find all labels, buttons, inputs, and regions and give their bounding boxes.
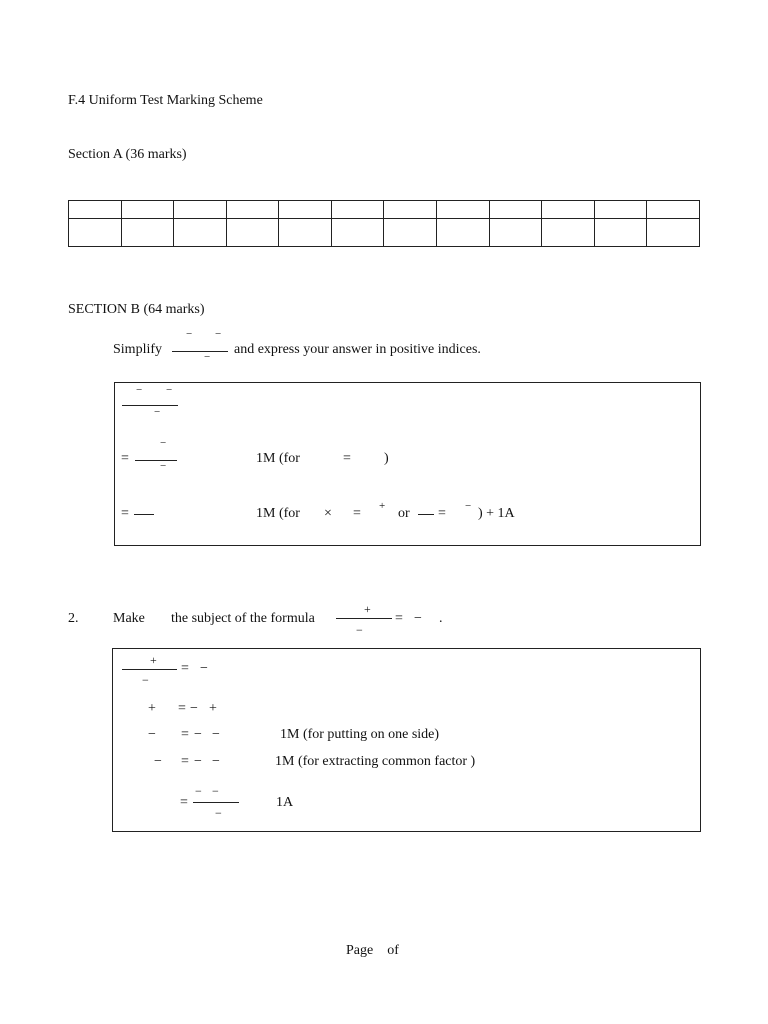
- q1-prompt-fraction-bar: [172, 351, 228, 352]
- q1-prompt-exp-sign: −: [204, 351, 211, 363]
- q2-step2-minus: −: [190, 701, 198, 716]
- answer-grid-cell: [489, 201, 542, 219]
- q2-final-num-minus-2: −: [212, 784, 219, 798]
- q1-exp-sign: −: [136, 384, 143, 396]
- q1-prompt-exp-sign: −: [215, 328, 222, 340]
- answer-grid-cell: [594, 201, 647, 219]
- answer-grid-cell: [437, 219, 490, 247]
- answer-grid-cell: [331, 219, 384, 247]
- q2-step4-minus-3: −: [212, 754, 220, 769]
- q2-step2-plus: +: [148, 701, 156, 716]
- q1-prompt-exp-sign: −: [186, 328, 193, 340]
- q1-step3-equals: =: [121, 506, 129, 521]
- q1-step2-marks: 1M (for: [256, 451, 300, 466]
- answer-grid-cell: [226, 219, 279, 247]
- q2-step1-minus: −: [142, 673, 149, 687]
- q2-prompt-equals: =: [395, 611, 403, 626]
- answer-grid-cell: [121, 201, 174, 219]
- q1-step3-marks: 1M (for: [256, 506, 300, 521]
- q1-step2-fraction-bar: [135, 460, 177, 461]
- q1-step2-marks-close: ): [384, 451, 389, 466]
- q2-step2-equals: =: [178, 701, 186, 716]
- answer-grid-cell: [384, 201, 437, 219]
- section-b-heading: SECTION B (64 marks): [68, 302, 205, 317]
- q1-step3-equals-1: =: [353, 506, 361, 521]
- q1-answer-box: [114, 382, 701, 546]
- q1-prompt-suffix: and express your answer in positive indices.: [234, 342, 481, 357]
- answer-grid-cell: [437, 201, 490, 219]
- answer-grid-cell: [384, 219, 437, 247]
- q2-step4-equals: =: [181, 754, 189, 769]
- q2-final-fraction-bar: [193, 802, 239, 803]
- section-a-heading: Section A (36 marks): [68, 147, 187, 162]
- q2-prompt-make: Make: [113, 611, 145, 626]
- answer-grid-cell: [174, 219, 227, 247]
- q2-step1-rhs-minus: −: [200, 661, 208, 676]
- answer-grid-cell: [647, 201, 700, 219]
- q2-step3-equals: =: [181, 727, 189, 742]
- q2-number: 2.: [68, 611, 79, 626]
- answer-grid-cell: [69, 219, 122, 247]
- q1-step3-or: or: [398, 506, 410, 521]
- page-title: F.4 Uniform Test Marking Scheme: [68, 93, 263, 108]
- answer-grid-cell: [542, 201, 595, 219]
- q1-exp-sign: −: [160, 460, 167, 472]
- answer-grid-cell: [647, 219, 700, 247]
- answer-grid-cell: [331, 201, 384, 219]
- q2-final-den-minus: −: [215, 806, 222, 820]
- q2-step3-minus-3: −: [212, 727, 220, 742]
- answer-grid-cell: [489, 219, 542, 247]
- q1-exp-sign: −: [166, 384, 173, 396]
- q2-step1-equals: =: [181, 661, 189, 676]
- q1-step3-tail: ) + 1A: [478, 506, 515, 521]
- q2-step1-fraction-bar: [122, 669, 177, 670]
- q1-step2-equals: =: [121, 451, 129, 466]
- q2-prompt-fraction-bar: [336, 618, 392, 619]
- q2-step3-minus: −: [148, 727, 156, 742]
- q1-step1-fraction-bar: [122, 405, 178, 406]
- q1-exp-sign: −: [154, 406, 161, 418]
- answer-grid-cell: [174, 201, 227, 219]
- q1-step3-neg: −: [465, 500, 472, 512]
- q2-step1-plus: +: [150, 653, 157, 667]
- q1-step3-fraction-bar: [134, 514, 154, 515]
- answer-grid-cell: [279, 201, 332, 219]
- q2-prompt-rest: the subject of the formula: [171, 611, 315, 626]
- answer-grid-answer-row: [69, 219, 700, 247]
- answer-grid-cell: [226, 201, 279, 219]
- q2-final-marks: 1A: [276, 795, 294, 810]
- q2-step4-minus-2: −: [194, 754, 202, 769]
- answer-grid-question-row: [69, 201, 700, 219]
- q1-prompt-prefix: Simplify: [113, 342, 163, 357]
- q2-final-num-minus: −: [195, 784, 202, 798]
- q2-prompt-minus: −: [356, 623, 363, 637]
- q2-prompt-plus: +: [364, 602, 371, 616]
- answer-grid-cell: [279, 219, 332, 247]
- q1-step3-equals-2: =: [438, 506, 446, 521]
- answer-grid-cell: [594, 219, 647, 247]
- q1-step2-marks-equals: =: [343, 451, 351, 466]
- answer-grid-cell: [69, 201, 122, 219]
- page-footer: Page of: [346, 943, 399, 958]
- q2-prompt-end: .: [439, 611, 443, 626]
- q1-exp-sign: −: [160, 437, 167, 449]
- section-a-answer-grid: [68, 200, 700, 247]
- q2-step4-marks: 1M (for extracting common factor ): [275, 754, 476, 769]
- q2-step3-marks: 1M (for putting on one side): [280, 727, 440, 742]
- q1-step3-or-fraction-bar: [418, 514, 434, 515]
- q2-prompt-rhs-minus: −: [414, 611, 422, 626]
- answer-grid-cell: [542, 219, 595, 247]
- q2-step2-plus-2: +: [209, 701, 217, 716]
- answer-grid-cell: [121, 219, 174, 247]
- q2-final-equals: =: [180, 795, 188, 810]
- q2-step3-minus-2: −: [194, 727, 202, 742]
- q1-step3-plus: +: [379, 500, 386, 512]
- q2-step4-minus: −: [154, 754, 162, 769]
- q1-step3-times: ×: [324, 506, 332, 521]
